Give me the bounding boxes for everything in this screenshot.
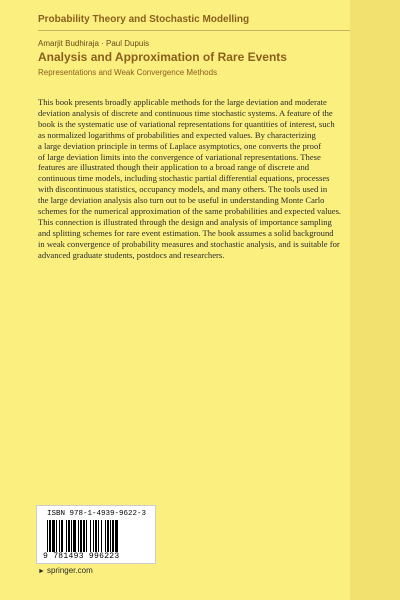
blurb-line: features are illustrated though their application to a broad range of discrete and: [38, 162, 310, 173]
blurb-line: in weak convergence of probability measures and stochastic analysis, and is suitable for: [38, 238, 340, 249]
book-subtitle: Representations and Weak Convergence Methods: [38, 68, 218, 77]
arrow-right-icon: ►: [38, 568, 45, 575]
blurb-line: deviation analysis of discrete and continuous time stochastic systems. A feature of the: [38, 107, 333, 118]
spine-strip: [350, 0, 400, 600]
blurb-line: book is the systematic use of variational representations for quantities of interest, such: [38, 118, 335, 129]
blurb-line: the large deviation analysis also turn out to be useful in understanding Monte Carlo: [38, 195, 325, 206]
blurb-line: of large deviation limits into the convergence of variational representations. These: [38, 151, 321, 162]
blurb: [38, 97, 350, 261]
blurb-line: This book presents broadly applicable methods for the large deviation and moderate: [38, 97, 327, 107]
blurb-line: as normalized logarithms of probabilities and expected values. By characterizing: [38, 129, 316, 140]
blurb-line: with discontinuous statistics, occupancy models, and many others. The tools used in: [38, 184, 328, 195]
blurb-line: continuous time models, including stochastic partial differential equations, processes: [38, 173, 330, 184]
blurb-line: This connection is illustrated through the design and analysis of importance sampling: [38, 216, 332, 227]
barcode-box: [36, 505, 156, 564]
divider-rule: [38, 30, 350, 31]
blurb-line: advanced graduate students, postdocs and researchers.: [38, 249, 225, 260]
publisher-link[interactable]: [38, 566, 93, 575]
authors: Amarjit Budhiraja · Paul Dupuis: [38, 39, 150, 48]
publisher-url: springer.com: [46, 566, 93, 575]
barcode-bars: [45, 520, 147, 552]
isbn-label: ISBN 978-1-4939-9622-3: [47, 510, 147, 518]
blurb-line: a large deviation principle in terms of Laplace asymptotics, one converts the proof: [38, 140, 322, 151]
barcode-digits: 9 781493 996223: [43, 552, 120, 561]
blurb-line: and splitting schemes for rare event estimation. The book assumes a solid background: [38, 227, 334, 238]
blurb-line: schemes for the numerical approximation of the same probabilities and expected values.: [38, 206, 342, 217]
book-title: Analysis and Approximation of Rare Events: [38, 50, 287, 64]
series-title: Probability Theory and Stochastic Modelling: [38, 14, 250, 25]
